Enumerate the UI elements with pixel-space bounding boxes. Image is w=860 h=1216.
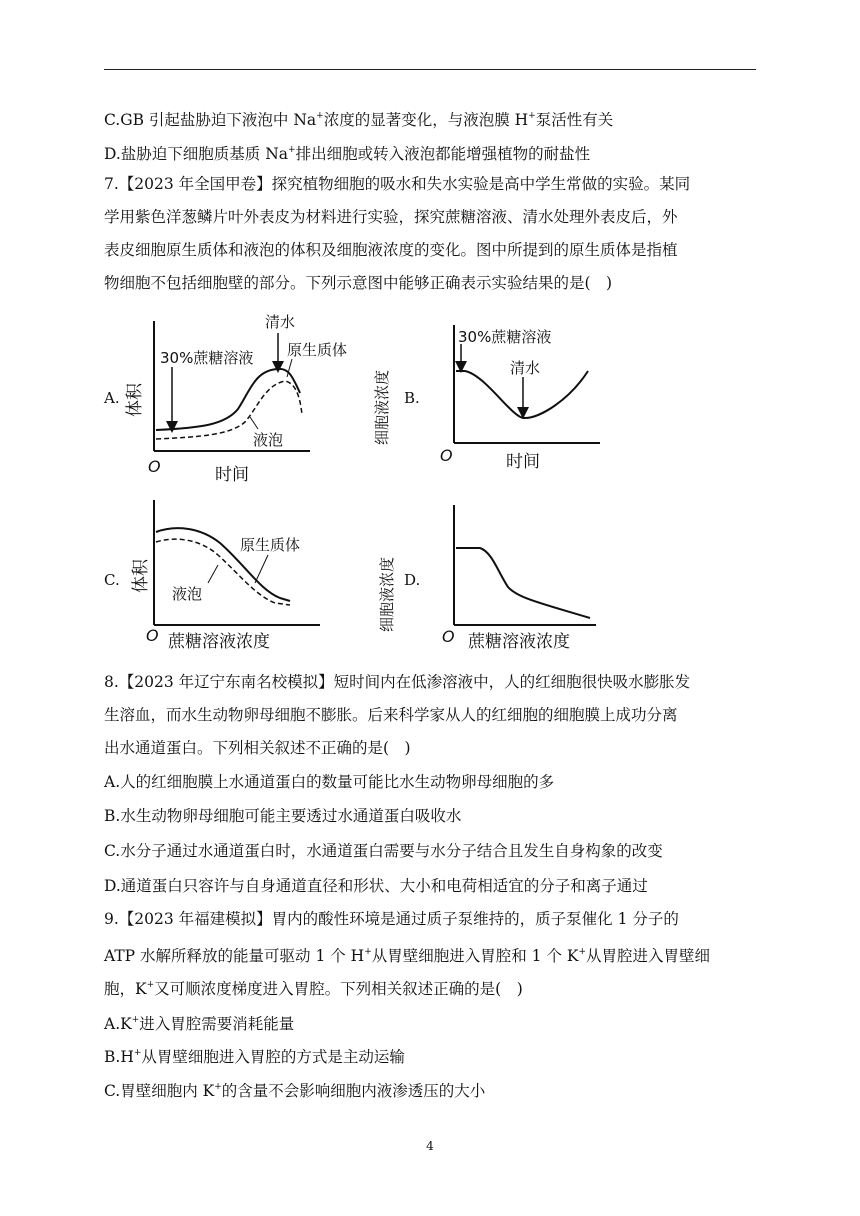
q9-option-c: C.胃壁细胞内 K+的含量不会影响细胞内液渗透压的大小 bbox=[104, 1082, 486, 1100]
figure-a-ylabel: 体积 bbox=[125, 383, 145, 417]
figure-a-curve-protoplast-label: 原生质体 bbox=[287, 341, 348, 359]
figure-b bbox=[373, 315, 600, 475]
q7-stem-line-2: 学用紫色洋葱鳞片叶外表皮为材料进行实验，探究蔗糖溶液、清水处理外表皮后，外 bbox=[104, 208, 678, 226]
q7-stem-line-4: 物细胞不包括细胞壁的部分。下列示意图中能够正确表示实验结果的是( ) bbox=[104, 274, 613, 292]
figure-d-origin: O bbox=[442, 627, 455, 646]
q8-stem-line-3: 出水通道蛋白。下列相关叙述不正确的是( ) bbox=[104, 739, 411, 757]
q8-option-a: A.人的红细胞膜上水通道蛋白的数量可能比水生动物卵母细胞的多 bbox=[104, 773, 555, 791]
figure-b-arrow-sucrose-label: 30%蔗糖溶液 bbox=[458, 328, 552, 346]
figure-c-curve-protoplast-label: 原生质体 bbox=[240, 536, 301, 554]
figure-b-arrow-water-label: 清水 bbox=[510, 359, 541, 377]
q8-stem-line-1: 8.【2023 年辽宁东南名校模拟】短时间内在低渗溶液中，人的红细胞很快吸水膨胀发 bbox=[104, 673, 691, 691]
figure-b-origin: O bbox=[440, 446, 453, 465]
q8-option-d: D.通道蛋白只容许与自身通道直径和形状、大小和电荷相适宜的分子和离子通过 bbox=[104, 877, 648, 895]
figure-a-xlabel: 时间 bbox=[215, 465, 249, 485]
q9-stem-line-1: 9.【2023 年福建模拟】胃内的酸性环境是通过质子泵维持的，质子泵催化 1 分子的 bbox=[104, 910, 679, 928]
figure-c-xlabel: 蔗糖溶液浓度 bbox=[168, 632, 270, 652]
figure-a-curve-vacuole-label: 液泡 bbox=[253, 431, 284, 449]
page-number: 4 bbox=[426, 1139, 434, 1153]
figure-d-xlabel: 蔗糖溶液浓度 bbox=[468, 632, 570, 652]
q9-stem-line-2: ATP 水解所释放的能量可驱动 1 个 H+从胃壁细胞进入胃腔和 1 个 K+从胃腔进入胃壁细 bbox=[104, 947, 711, 965]
figure-a-curve-protoplast bbox=[156, 369, 300, 430]
header-rule bbox=[104, 69, 756, 70]
q8-option-b: B.水生动物卵母细胞可能主要透过水通道蛋白吸收水 bbox=[104, 807, 462, 825]
option-d-q6: D.盐胁迫下细胞质基质 Na+排出细胞或转入液泡都能增强植物的耐盐性 bbox=[104, 145, 591, 163]
figure-a bbox=[120, 305, 380, 485]
figure-c-origin: O bbox=[146, 626, 159, 645]
figure-a-option-label: A. bbox=[104, 389, 120, 407]
figure-c-curve-vacuole-label: 液泡 bbox=[172, 585, 203, 603]
figure-b-ylabel: 细胞液浓度 bbox=[373, 369, 391, 445]
figure-c-option-label: C. bbox=[104, 571, 120, 589]
q9-option-a: A.K+进入胃腔需要消耗能量 bbox=[104, 1015, 295, 1033]
figure-a-arrow-sucrose-label: 30%蔗糖溶液 bbox=[160, 349, 254, 367]
q7-stem-line-3: 表皮细胞原生质体和液泡的体积及细胞液浓度的变化。图中所提到的原生质体是指植 bbox=[104, 241, 678, 259]
q8-stem-line-2: 生溶血，而水生动物卵母细胞不膨胀。后来科学家从人的红细胞的细胞膜上成功分离 bbox=[104, 706, 678, 724]
q9-stem-line-3: 胞，K+又可顺浓度梯度进入胃腔。下列相关叙述正确的是( ) bbox=[104, 980, 523, 998]
figure-c bbox=[120, 495, 350, 655]
option-c-q6: C.GB 引起盐胁迫下液泡中 Na+浓度的显著变化，与液泡膜 H+泵活性有关 bbox=[104, 111, 614, 129]
figure-a-origin: O bbox=[148, 457, 161, 476]
figure-b-curve bbox=[456, 371, 588, 418]
figure-d bbox=[378, 500, 620, 655]
figure-a-arrow-water-label: 清水 bbox=[265, 313, 296, 331]
q7-stem-line-1: 7.【2023 年全国甲卷】探究植物细胞的吸水和失水实验是高中学生常做的实验。某同 bbox=[104, 175, 691, 193]
q8-option-c: C.水分子通过水通道蛋白时，水通道蛋白需要与水分子结合且发生自身构象的改变 bbox=[104, 842, 663, 860]
figure-d-ylabel: 细胞液浓度 bbox=[378, 556, 396, 632]
figure-d-option-label: D. bbox=[404, 571, 421, 589]
figure-b-option-label: B. bbox=[404, 389, 420, 407]
q9-option-b: B.H+从胃壁细胞进入胃腔的方式是主动运输 bbox=[104, 1048, 405, 1066]
figure-c-ylabel: 体积 bbox=[131, 559, 151, 593]
figure-b-xlabel: 时间 bbox=[506, 452, 540, 472]
figure-d-curve bbox=[456, 548, 590, 618]
